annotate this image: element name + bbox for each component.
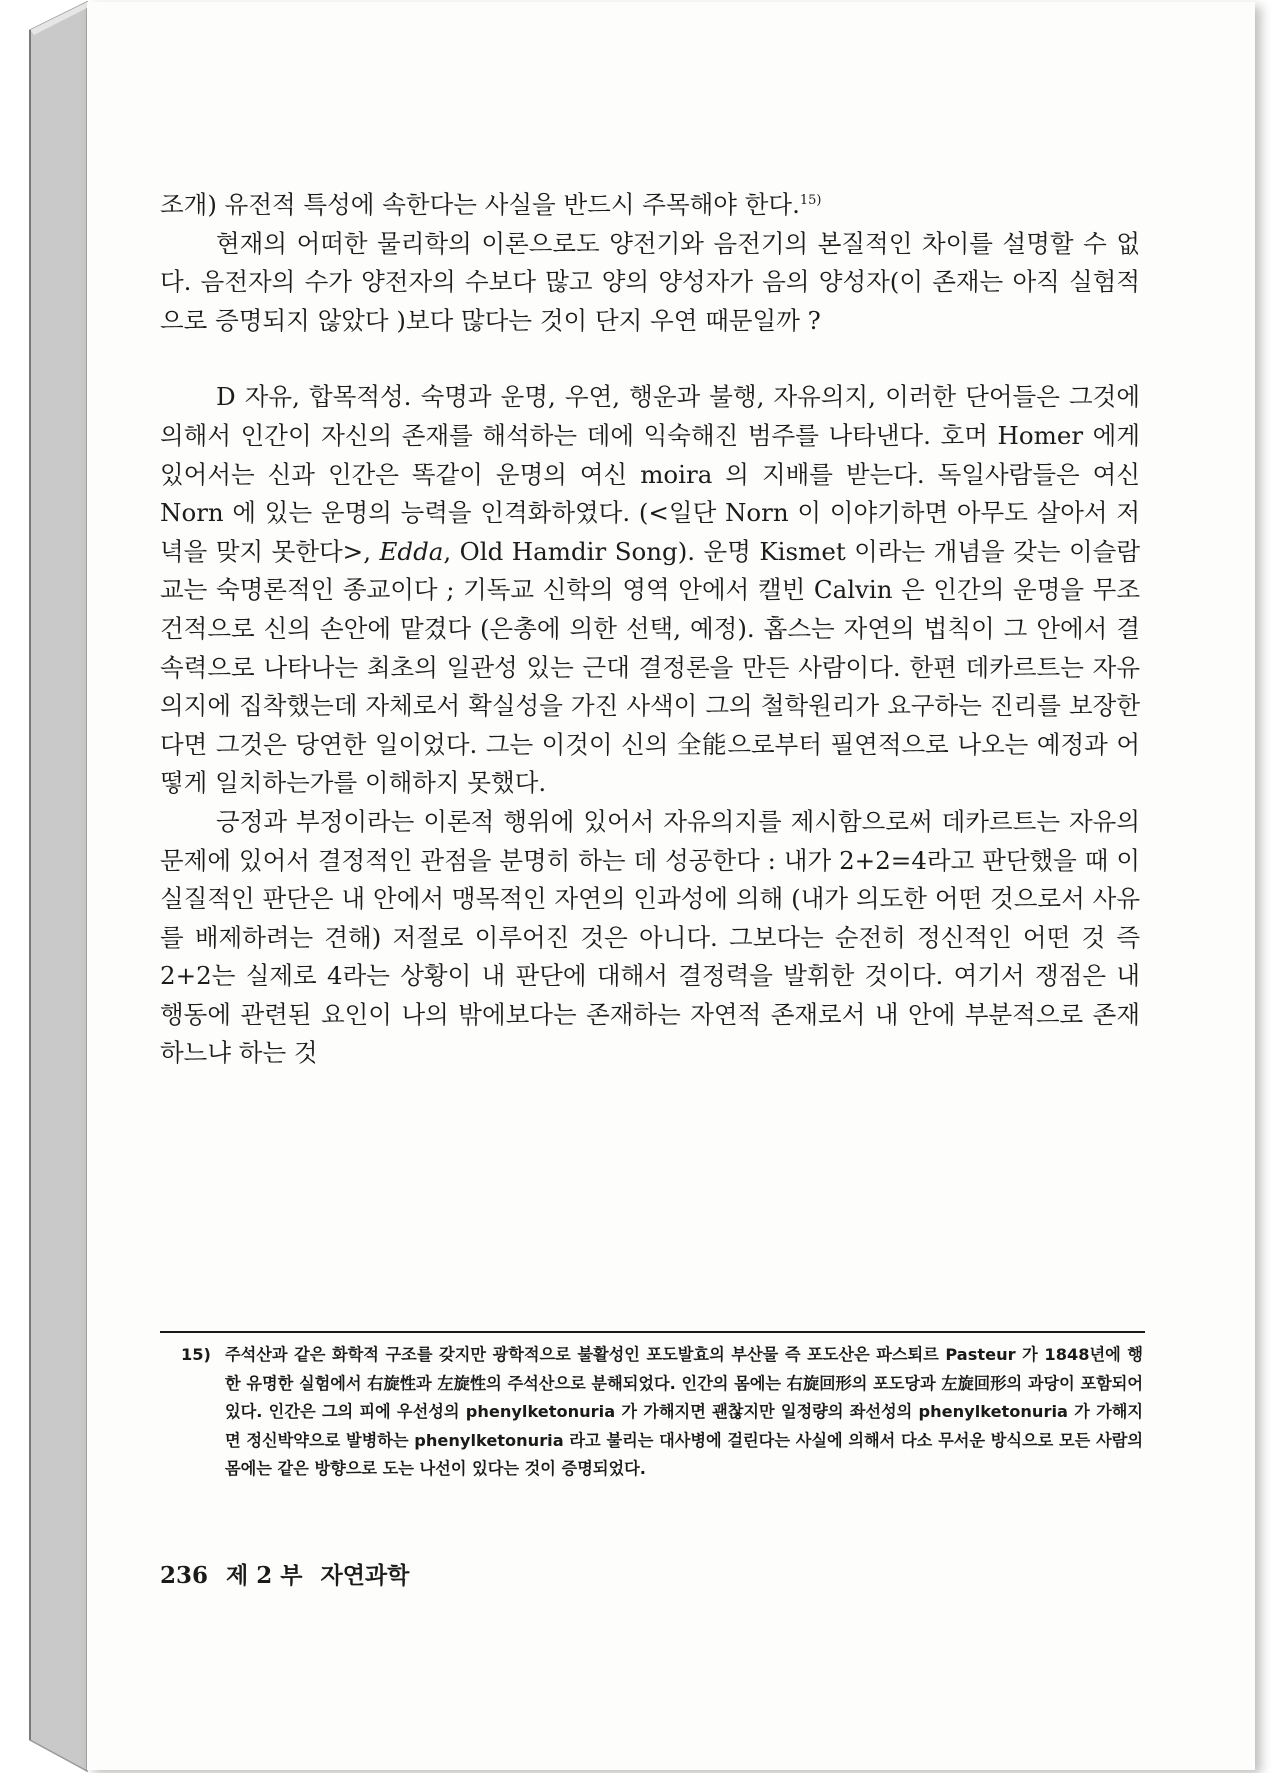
edda-title: Edda [379, 536, 444, 566]
paragraph-gap [160, 340, 1140, 378]
paragraph-freedom-text: D 자유, 합목적성. 숙명과 운명, 우연, 행운과 불행, 자유의지, 이러한 단어들은 그것에 의해서 인간이 자신의 존재를 해석하는 데에 익숙해진 범주를 나타낸다. 호머 Homer 에게 있어서는 신과 인간은 똑같이 운명의 여신 moira 의 지배를 받는다. 독일사람들은 여신 Norn 에 있는 운명의 능력을 인격화하였다. (<일단 Norn 이 이야기하면 아무도 살아서 저녁을 맞지 못한다>, [160, 382, 1140, 566]
footnote-reference[interactable]: 15) [799, 192, 822, 208]
part-label: 제 2 부 [226, 1562, 303, 1589]
paragraph-freedom-rest: , Old Hamdir Song). 운명 Kismet 이라는 개념을 갖는 이슬람교는 숙명론적인 종교이다 ; 기독교 신학의 영역 안에서 캘빈 Calvin 은 인간의 운명을 무조건적으로 신의 손안에 맡겼다 (은총에 의한 선택, 예정). 홉스는 자연의 법칙이 그 안에서 결속력으로 나타나는 최초의 일관성 있는 근대 결정론을 만든 사람이다. 한편 데카르트는 자유의지에 집착했는데 자체로서 확실성을 가진 사색이 그의 철학원리가 요구하는 진리를 보장한다면 그것은 당연한 일이었다. 그는 이것이 신의 全能으로부터 필연적으로 나오는 예정과 어떻게 일치하는가를 이해하지 못했다. [160, 536, 1141, 798]
footnote-text: 주석산과 같은 화학적 구조를 갖지만 광학적으로 불활성인 포도발효의 부산물 즉 포도산은 파스퇴르 Pasteur 가 1848년에 행한 유명한 실험에서 右旋性과 左旋性의 주석산으로 분해되었다. 인간의 몸에는 右旋回形의 포도당과 左旋回形의 과당이 포함되어 있다. 인간은 그의 피에 우선성의 phenylketonuria 가 가해지면 괜찮지만 일정량의 좌선성의 phenylketonuria 가 가해지면 정신박약으로 발병하는 phenylketonuria 라고 불리는 대사병에 걸린다는 사실에 의해서 다소 무서운 방식으로 모든 사람의 몸에는 같은 방향으로 도는 나선이 있다는 것이 증명되었다. [225, 1345, 1143, 1478]
paragraph-continuation-text: 조개) 유전적 특성에 속한다는 사실을 반드시 주목해야 한다. [160, 190, 800, 219]
page-footer [160, 1557, 427, 1590]
paragraph-descartes: 긍정과 부정이라는 이론적 행위에 있어서 자유의지를 제시함으로써 데카르트는 자유의 문제에 있어서 결정적인 관점을 분명히 하는 데 성공한다 : 내가 2+2=4라고 판단했을 때 이 실질적인 판단은 내 안에서 맹목적인 자연의 인과성에 의해 (내가 의도한 어떤 것으로서 사유를 배제하려는 견해) 저절로 이루어진 것은 아니다. 그보다는 순전히 정신적인 어떤 것 즉 2+2는 실제로 4라는 상황이 내 판단에 대해서 결정력을 발휘한 것이다. 여기서 쟁점은 내 행동에 관련된 요인이 나의 밖에보다는 존재하는 자연적 존재로서 내 안에 부분적으로 존재하느냐 하는 것 [160, 806, 1140, 1068]
footnote-number: 15) [181, 1345, 211, 1364]
paragraph-physics: 현재의 어떠한 물리학의 이론으로도 양전기와 음전기의 본질적인 차이를 설명할 수 없다. 음전자의 수가 양전자의 수보다 많고 양의 양성자가 음의 양성자(이 존재는 아직 실험적으로 증명되지 않았다 )보다 많다는 것이 단지 우연 때문일까 ? [160, 228, 1140, 335]
footnote [181, 1341, 1143, 1484]
footnote-divider [160, 1331, 1145, 1333]
paragraph-continuation [160, 186, 1140, 225]
section-label: 자연과학 [320, 1562, 410, 1589]
page-number: 236 [160, 1562, 209, 1589]
paragraph-freedom [160, 378, 1140, 803]
body-text [160, 186, 1140, 1073]
